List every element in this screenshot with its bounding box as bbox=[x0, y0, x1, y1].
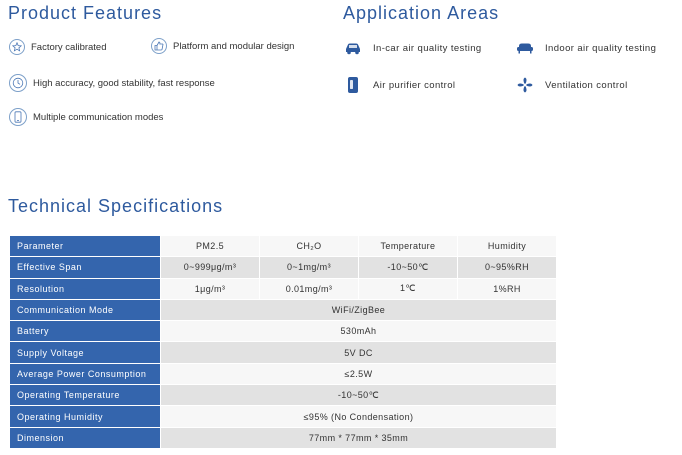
spec-label: Effective Span bbox=[10, 257, 161, 278]
spec-value: ≤2.5W bbox=[161, 363, 557, 384]
phone-icon bbox=[9, 108, 27, 126]
spec-value: 1℃ bbox=[359, 278, 458, 299]
spec-row bbox=[10, 278, 557, 299]
spec-value: 0.01mg/m³ bbox=[260, 278, 359, 299]
spec-value: 5V DC bbox=[161, 342, 557, 363]
spec-label: Communication Mode bbox=[10, 299, 161, 320]
spec-value: 530mAh bbox=[161, 321, 557, 342]
spec-row bbox=[10, 385, 557, 406]
spec-table bbox=[9, 235, 557, 449]
spec-col-header: Temperature bbox=[359, 236, 458, 257]
spec-label: Dimension bbox=[10, 427, 161, 448]
spec-label: Operating Humidity bbox=[10, 406, 161, 427]
clock-icon bbox=[9, 74, 27, 92]
spec-label: Resolution bbox=[10, 278, 161, 299]
feature-high-accuracy bbox=[9, 74, 215, 92]
spec-label: Supply Voltage bbox=[10, 342, 161, 363]
spec-value: ≤95% (No Condensation) bbox=[161, 406, 557, 427]
feature-platform-modular bbox=[151, 38, 294, 54]
tech-specs-heading: Technical Specifications bbox=[8, 196, 224, 216]
spec-label: Operating Temperature bbox=[10, 385, 161, 406]
spec-row bbox=[10, 363, 557, 384]
app-ventilation bbox=[515, 75, 628, 95]
spec-value: 0~1mg/m³ bbox=[260, 257, 359, 278]
app-in-car bbox=[343, 38, 482, 58]
sofa-icon bbox=[515, 38, 535, 58]
spec-label: Battery bbox=[10, 321, 161, 342]
spec-col-header: PM2.5 bbox=[161, 236, 260, 257]
thumbs-up-icon bbox=[151, 38, 167, 54]
spec-value: 0~95%RH bbox=[458, 257, 557, 278]
spec-value: -10~50℃ bbox=[161, 385, 557, 406]
spec-col-header: CH₂O bbox=[260, 236, 359, 257]
spec-row bbox=[10, 257, 557, 278]
feature-label: High accuracy, good stability, fast response bbox=[33, 77, 215, 89]
application-areas-heading: Application Areas bbox=[343, 3, 500, 23]
feature-label: Factory calibrated bbox=[31, 41, 107, 53]
star-badge-icon bbox=[9, 39, 25, 55]
spec-value: 77mm * 77mm * 35mm bbox=[161, 427, 557, 448]
spec-row bbox=[10, 299, 557, 320]
app-label: Ventilation control bbox=[545, 79, 628, 91]
app-air-purifier bbox=[343, 75, 455, 95]
spec-row bbox=[10, 342, 557, 363]
spec-value: 0~999μg/m³ bbox=[161, 257, 260, 278]
app-indoor bbox=[515, 38, 656, 58]
spec-value: 1%RH bbox=[458, 278, 557, 299]
spec-row bbox=[10, 321, 557, 342]
spec-label: Parameter bbox=[10, 236, 161, 257]
feature-label: Platform and modular design bbox=[173, 40, 295, 52]
app-label: Indoor air quality testing bbox=[545, 42, 657, 54]
product-features-heading: Product Features bbox=[8, 3, 163, 23]
spec-value: 1μg/m³ bbox=[161, 278, 260, 299]
spec-value: WiFi/ZigBee bbox=[161, 299, 557, 320]
fan-icon bbox=[515, 75, 535, 95]
app-label: Air purifier control bbox=[373, 79, 456, 91]
spec-col-header: Humidity bbox=[458, 236, 557, 257]
spec-header-row bbox=[10, 236, 557, 257]
spec-row bbox=[10, 427, 557, 448]
spec-row bbox=[10, 406, 557, 427]
car-icon bbox=[343, 38, 363, 58]
feature-communication-modes bbox=[9, 108, 163, 126]
feature-label: Multiple communication modes bbox=[33, 111, 164, 123]
air-purifier-icon bbox=[343, 75, 363, 95]
feature-factory-calibrated bbox=[9, 39, 107, 55]
spec-value: -10~50℃ bbox=[359, 257, 458, 278]
spec-label: Average Power Consumption bbox=[10, 363, 161, 384]
app-label: In-car air quality testing bbox=[373, 42, 482, 54]
